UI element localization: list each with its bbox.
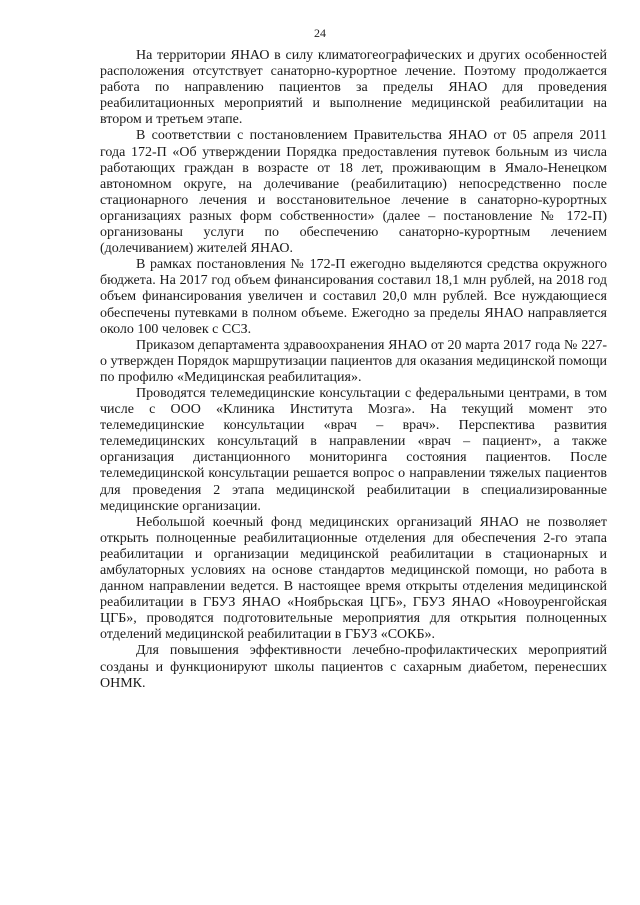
paragraph-budget-funding: В рамках постановления № 172-П ежегодно выделяются средства окружного бюджета. На 2017 год объем финансирования составил 18,1 млн рублей, на 2018 год объем финансирования увеличен и составил 20,0 млн рублей. Все нуждающиеся обеспечены путевками в полном объеме. Ежегодно за пределы ЯНАО направляется около 100 человек с ССЗ. — [100, 257, 607, 337]
paragraph-sanatorium-treatment: На территории ЯНАО в силу климатогеографических и других особенностей расположения отсутствует санаторно-курортное лечение. Поэтому продолжается работа по направлению пациентов за пределы ЯНАО для проведения реабилитационных мероприятий и выполнение медицинской реабилитации на втором и третьем этапе. — [100, 48, 607, 128]
paragraph-telemedicine: Проводятся телемедицинские консультации с федеральными центрами, в том числе с ООО «Клиника Института Мозга». На текущий момент это телемедицинские консультации «врач – врач». Перспектива развития телемедицинских консультаций в направлении «врач – пациент», а также организация дистанционного мониторинга состояния пациентов. После телемедицинской консультации решается вопрос о направлении тяжелых пациентов для проведения 2 этапа медицинской реабилитации в специализированные медицинские организации. — [100, 385, 607, 514]
page-number: 24 — [314, 26, 326, 40]
paragraph-rehabilitation-departments: Небольшой коечный фонд медицинских организаций ЯНАО не позволяет открыть полноценные реабилитационные отделения для обеспечения 2-го этапа реабилитации и организации медицинской реабилитации в стационарных и амбулаторных условиях на основе стандартов медицинской помощи, но работа в данном направлении ведется. В настоящее время открыты отделения медицинской реабилитации в ГБУЗ ЯНАО «Ноябрьская ЦГБ», ГБУЗ ЯНАО «Новоуренгойская ЦГБ», проводятся подготовительные мероприятия для открытия полноценных отделений медицинской реабилитации в ГБУЗ «СОКБ». — [100, 514, 607, 643]
paragraph-routing-order: Приказом департамента здравоохранения ЯНАО от 20 марта 2017 года № 227-о утвержден Порядок маршрутизации пациентов для оказания медицинской помощи по профилю «Медицинская реабилитация». — [100, 337, 607, 385]
document-body — [100, 48, 607, 692]
paragraph-patient-schools: Для повышения эффективности лечебно-профилактических мероприятий созданы и функционируют школы пациентов с сахарным диабетом, перенесших ОНМК. — [100, 643, 607, 691]
paragraph-resolution-172p: В соответствии с постановлением Правительства ЯНАО от 05 апреля 2011 года 172-П «Об утверждении Порядка предоставления путевок больным из числа работающих граждан в возрасте от 18 лет, проживающим в Ямало-Ненецком автономном округе, на долечивание (реабилитацию) непосредственно после стационарного лечения и восстановительное лечение в санаторно-курортных организациях разных форм собственности» (далее – постановление № 172-П) организованы услуги по обеспечению санаторно-курортным лечением (долечиванием) жителей ЯНАО. — [100, 128, 607, 257]
